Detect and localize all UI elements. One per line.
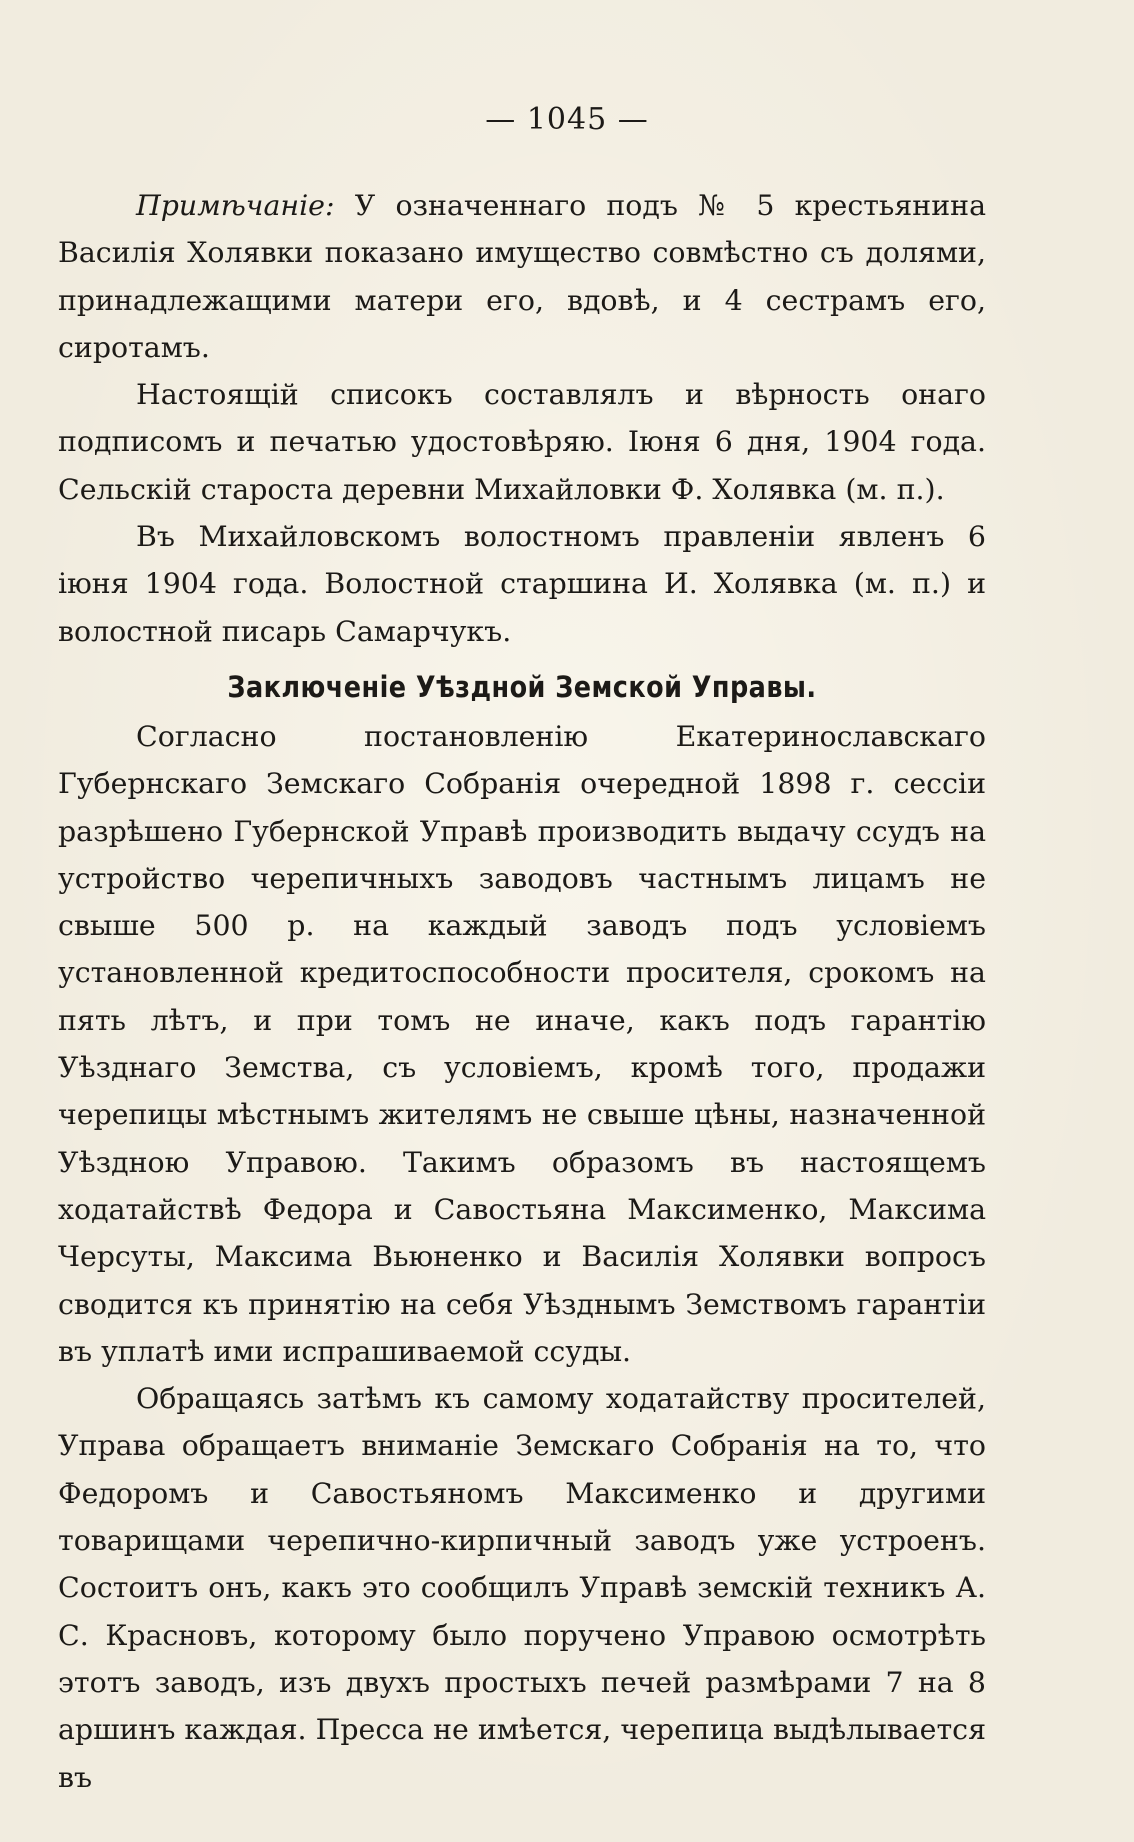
conclusion-paragraph-2: Обращаясь затѣмъ къ самому ходатайству просителей, Управа обращаетъ вниманіе Земскаго Собранія на то, что Федоромъ и Савостьяномъ Максименко и другими товарищами черепично-кирпичный заводъ уже устроенъ. Состоитъ онъ, какъ это сообщилъ Управѣ земскій техникъ А. С. Красновъ, которому было поручено Управою осмотрѣть этотъ заводъ, изъ двухъ простыхъ печей размѣрами 7 на 8 аршинъ каждая. Пресса не имѣется, черепица выдѣлывается въ — [58, 1382, 986, 1794]
note-paragraph — [58, 182, 986, 371]
conclusion-paragraph-1: Согласно постановленію Екатеринославскаго Губернскаго Земскаго Собранія очередной 1898 г. сессіи разрѣшено Губернской Управѣ производить выдачу ссудъ на устройство черепичныхъ заводовъ частнымъ лицамъ не свыше 500 р. на каждый заводъ подъ условіемъ установленной кредитоспособности просителя, срокомъ на пять лѣтъ, и при томъ не иначе, какъ подъ гарантію Уѣзднаго Земства, съ условіемъ, кромѣ того, продажи черепицы мѣстнымъ жителямъ не свыше цѣны, назначенной Уѣздною Управою. Такимъ образомъ въ настоящемъ ходатайствѣ Федора и Савостьяна Максименко, Максима Черсуты, Максима Вьюненко и Василія Холявки вопросъ сводится къ принятію на себя Уѣзднымъ Земствомъ гарантіи въ уплатѣ ими испрашиваемой ссуды. — [58, 719, 986, 1368]
certification-paragraph: Настоящій списокъ составлялъ и вѣрность онаго подписомъ и печатью удостовѣряю. Іюня 6 дня, 1904 года. Сельскій староста деревни Михайловки Ф. Холявка (м. п.). — [58, 378, 986, 506]
note-text: У означеннаго подъ № 5 крестьянина Василія Холявки показано имущество совмѣстно съ долями, принадлежащими матери его, вдовѣ, и 4 сестрамъ его, сиротамъ. — [58, 189, 986, 364]
main-text — [58, 182, 986, 1801]
page-number: — 1045 — — [485, 102, 649, 137]
note-label: Примѣчаніе: — [136, 189, 335, 222]
registration-paragraph: Въ Михайловскомъ волостномъ правленіи явленъ 6 іюня 1904 года. Волостной старшина И. Холявка (м. п.) и волостной писарь Самарчукъ. — [58, 520, 986, 648]
section-heading: Заключеніе Уѣздной Земской Управы. — [227, 669, 817, 704]
